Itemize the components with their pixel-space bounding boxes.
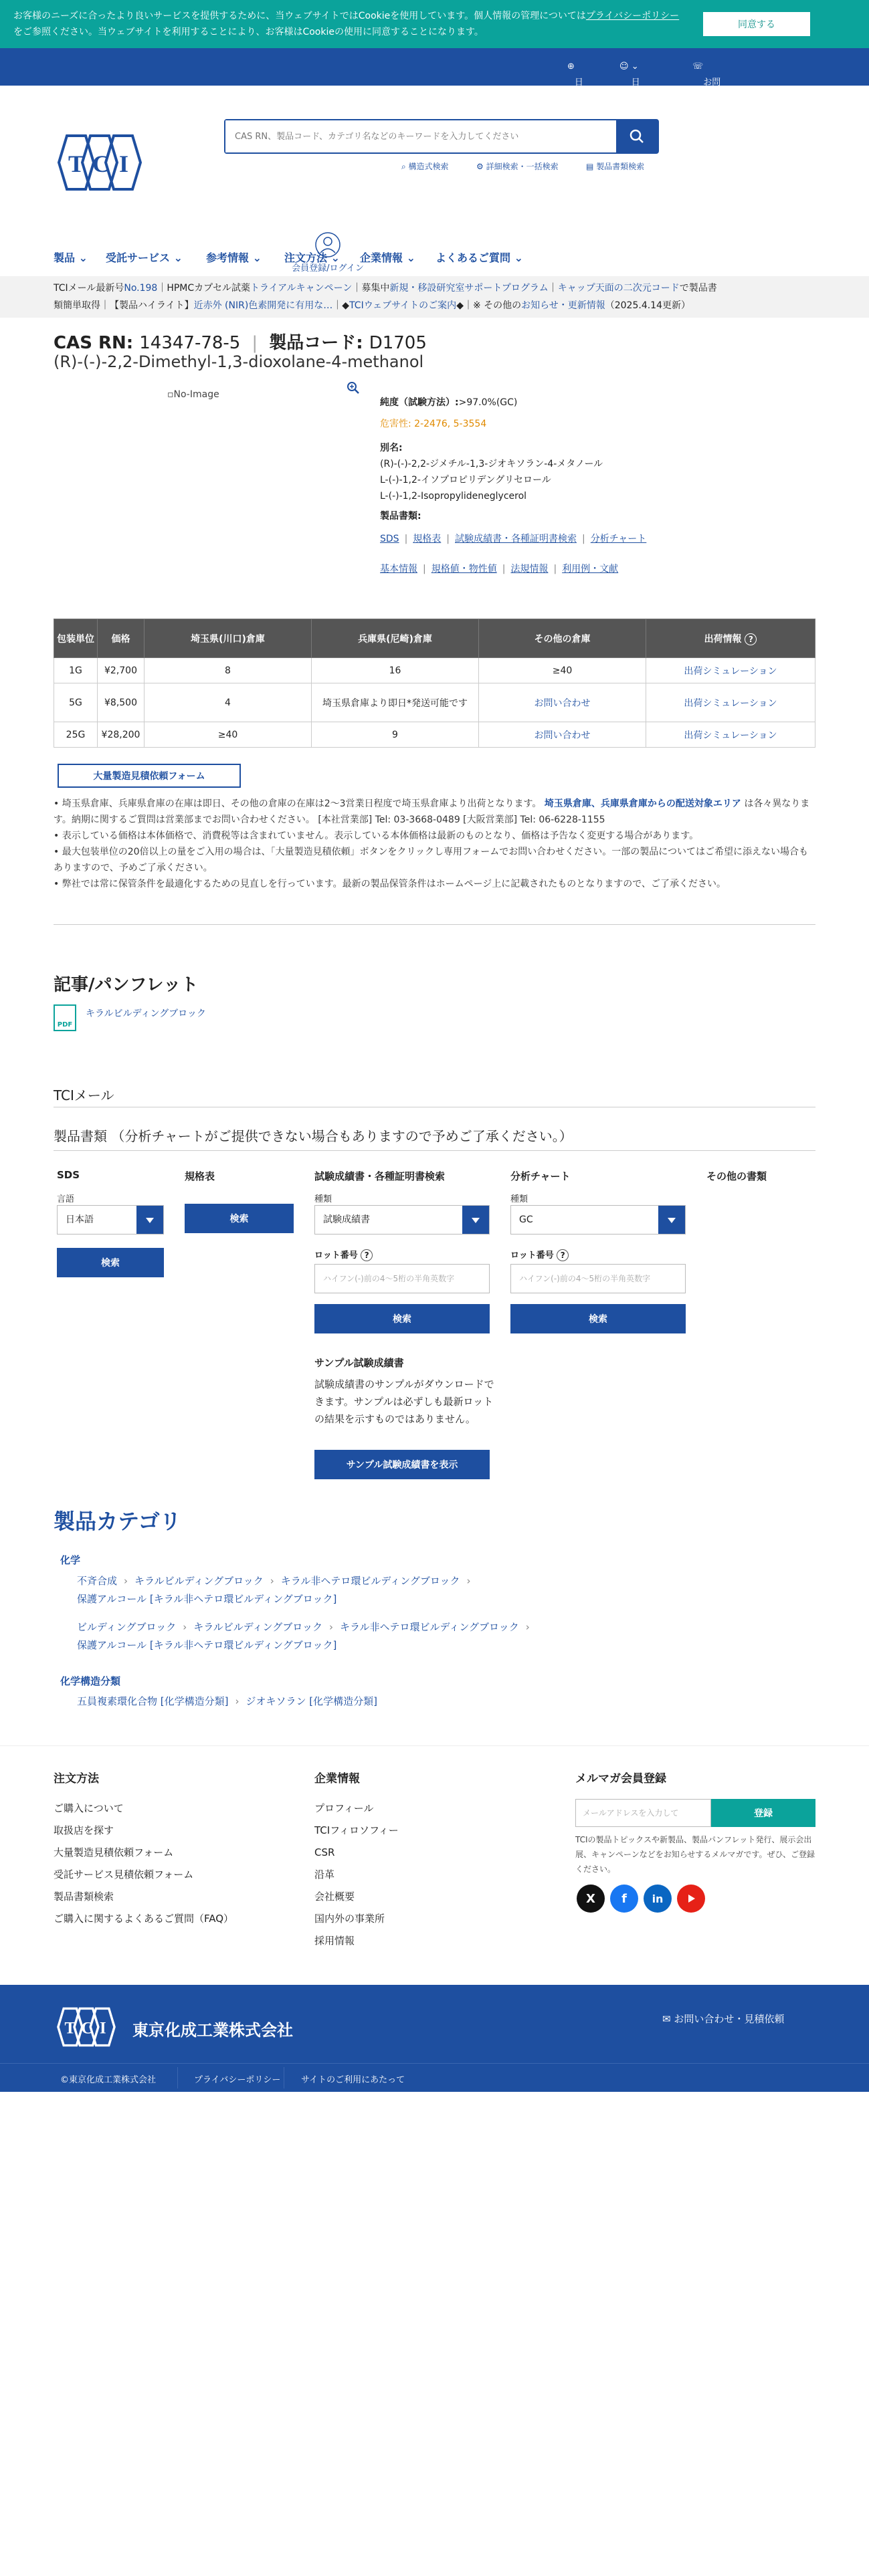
unit-cell: 1G <box>54 658 98 683</box>
help-icon[interactable]: ? <box>557 1249 569 1261</box>
selected-type: 試験成績書 <box>323 1214 370 1225</box>
cas-label: CAS RN: <box>54 333 134 353</box>
footer-link[interactable]: プロフィール <box>314 1802 374 1814</box>
stock-cell: 埼玉県倉庫より即日*発送可能です <box>312 683 479 722</box>
lot-label-text: ロット番号 <box>314 1251 358 1261</box>
col-header-price: 価格 <box>98 619 144 658</box>
news-text: ｜◆ <box>332 300 350 311</box>
search-icon <box>630 129 644 144</box>
language-selector[interactable]: ☺ 日本語 ⌄ <box>619 62 640 113</box>
product-identifiers: CAS RN: 14347-78-5 | 製品コード: D1705 <box>54 333 427 353</box>
coa-search-button[interactable]: 検索 <box>314 1304 490 1333</box>
shipping-header-label: 出荷情報 <box>704 633 742 645</box>
note-text: • 最大包装単位の20倍以上の量をご入用の場合は、「大量製造見積依頼」ボタンをクリックし専用フォームでお問い合わせください。一部の製品についてはご希望に添えない場合もありますので、予めご了承ください。 <box>54 847 808 873</box>
nav-company[interactable]: 企業情報 ⌄ <box>360 251 415 264</box>
stock-table <box>54 619 815 748</box>
nav-label: 注文方法 <box>284 251 328 264</box>
tab-references[interactable]: 利用例・文献 <box>562 564 619 574</box>
contact-link[interactable]: ☏ お問い合わせ・見積依頼 <box>692 62 721 151</box>
product-name: (R)-(-)-2,2-Dimethyl-1,3-dioxolane-4-methanol <box>54 352 424 371</box>
svg-text:C: C <box>92 150 110 177</box>
spec-column <box>185 1169 215 1183</box>
doc-search-heading: 製品書類 （分析チャートがご提供できない場合もありますので予めご了承ください。） <box>54 1128 573 1144</box>
nav-label: よくあるご質問 <box>436 251 511 264</box>
language-label: 日本語 <box>631 78 640 113</box>
pdf-icon-label: PDF <box>57 1021 73 1029</box>
stock-cell: 4 <box>144 683 312 722</box>
col-header-shipping <box>646 619 815 658</box>
footer-link[interactable]: 採用情報 <box>314 1935 355 1947</box>
news-ticker <box>0 276 869 318</box>
nav-label: 製品 <box>54 251 76 264</box>
chevron-down-icon <box>136 1206 163 1234</box>
help-icon[interactable]: ? <box>745 633 757 645</box>
price-cell: ¥28,200 <box>98 722 144 748</box>
bulk-quote-button[interactable]: 大量製造見積依頼フォーム <box>58 764 241 788</box>
alias-item: (R)-(-)-2,2-ジメチル-1,3-ジオキソラン-4-メタノール <box>380 459 603 469</box>
spec-search-button[interactable]: 検索 <box>185 1204 294 1233</box>
zoom-icon[interactable] <box>347 381 360 395</box>
purity-label: 純度（試験方法）: <box>380 397 459 408</box>
category-group-label: 化学 <box>60 1554 81 1566</box>
coa-column <box>314 1169 446 1204</box>
nav-label: 企業情報 <box>360 251 403 264</box>
selected-language: 日本語 <box>66 1214 94 1225</box>
tci-logo-white[interactable] <box>54 2004 120 2050</box>
cookie-text-2: をご参照ください。当ウェブサイトを利用することにより、お客様はCookieの使用に同意することになります。 <box>13 27 484 37</box>
nav-contract-services[interactable]: 受託サービス ⌄ <box>106 251 183 264</box>
footer-bottom-bar <box>0 2063 869 2092</box>
footer-link[interactable]: ご購入について <box>54 1802 124 1814</box>
footer-heading: メルマガ会員登録 <box>575 1772 666 1786</box>
news-text: TCIメール最新号 <box>54 283 124 294</box>
alias-item: L-(-)-1,2-イソプロピリデングリセロール <box>380 475 551 486</box>
youtube-icon[interactable] <box>677 1885 705 1913</box>
lot-label-text: ロット番号 <box>510 1251 554 1261</box>
shipping-simulation-link[interactable]: 出荷シミュレーション <box>646 683 815 722</box>
footer-link[interactable]: 取扱店を探す <box>54 1824 114 1836</box>
news-text: （2025.4.14更新） <box>605 300 690 311</box>
footer-link[interactable]: 受託サービス見積依頼フォーム <box>54 1868 194 1881</box>
svg-text:I: I <box>99 2019 106 2038</box>
coa-lot-input[interactable]: ハイフン(-)前の4～5桁の半角英数字 <box>314 1264 490 1293</box>
sample-heading: サンプル試験成績書 <box>314 1357 404 1369</box>
category-link[interactable]: キラル非ヘテロ環ビルディングブロック <box>339 1621 519 1633</box>
nav-reference[interactable]: 参考情報 ⌄ <box>206 251 262 264</box>
company-name: 東京化成工業株式会社 <box>132 2021 293 2040</box>
sds-column <box>57 1169 80 1204</box>
note-text: • 埼玉県倉庫、兵庫県倉庫の在庫は即日、その他の倉庫の在庫は2〜3営業日程度で埼玉県倉庫より出荷となります。 <box>54 798 542 809</box>
category-link[interactable]: 保護アルコール [キラル非ヘテロ環ビルディングブロック] <box>77 1593 337 1605</box>
table-row <box>54 722 815 748</box>
chevron-down-icon <box>658 1206 685 1234</box>
document-search-link[interactable]: ▤ 製品書類検索 <box>586 162 645 171</box>
product-image: ▫No-Image <box>167 389 219 400</box>
footer-link[interactable]: 大量製造見積依頼フォーム <box>54 1846 174 1858</box>
price-cell: ¥2,700 <box>98 658 144 683</box>
alias-item: L-(-)-1,2-Isopropylideneglycerol <box>380 491 527 502</box>
stock-cell: 16 <box>312 658 479 683</box>
hazard-info: 危害性: 2-2476, 5-3554 <box>380 419 487 429</box>
articles-heading: 記事/パンフレット <box>54 975 199 995</box>
type-label: 種類 <box>510 1194 528 1204</box>
chevron-down-icon <box>462 1206 489 1234</box>
nav-ordering[interactable]: 注文方法 ⌄ <box>284 251 340 264</box>
footer-company-column <box>314 1765 399 1952</box>
linkedin-icon[interactable]: in <box>644 1885 672 1913</box>
table-row <box>54 658 815 683</box>
help-icon[interactable]: ? <box>361 1249 373 1261</box>
unit-cell: 5G <box>54 683 98 722</box>
chart-column <box>510 1169 571 1204</box>
document-search-label: 製品書類検索 <box>596 162 645 171</box>
footer-link[interactable]: 沿革 <box>314 1868 335 1881</box>
search-button[interactable] <box>616 120 658 152</box>
cookie-agree-button[interactable]: 同意する <box>703 12 810 36</box>
coa-search-link[interactable]: 試験成績書・各種証明書検索 <box>455 534 577 544</box>
nav-faq[interactable]: よくあるご質問 ⌄ <box>436 251 523 264</box>
purity-value: >97.0%(GC) <box>458 397 518 408</box>
category-link[interactable]: ジオキソラン [化学構造分類] <box>246 1695 377 1707</box>
news-text: ◆｜※ その他の <box>456 300 522 311</box>
chart-lot-input[interactable]: ハイフン(-)前の4～5桁の半角英数字 <box>510 1264 686 1293</box>
facebook-icon[interactable]: f <box>610 1885 638 1913</box>
privacy-policy-link[interactable]: プライバシーポリシー <box>585 11 680 21</box>
svg-text:I: I <box>119 150 129 177</box>
stock-cell: ≥40 <box>144 722 312 748</box>
newsletter-note: TCIの製品トピックスや新製品、製品パンフレット発行、展示会出展、キャンペーンなどをお知らせするメルマガです。ぜひ、ご登録ください。 <box>575 1835 815 1874</box>
stock-cell: ≥40 <box>479 658 646 683</box>
svg-text:T: T <box>64 2019 76 2038</box>
region-label: 日本 <box>574 78 583 100</box>
delivery-area-link[interactable]: 埼玉県倉庫、兵庫県倉庫からの配送対象エリア <box>544 798 741 809</box>
shipping-simulation-link[interactable]: 出荷シミュレーション <box>646 658 815 683</box>
spec-heading: 規格表 <box>185 1170 215 1182</box>
product-code-label: 製品コード: <box>269 333 363 353</box>
news-text: ｜ <box>548 283 558 294</box>
category-link[interactable]: キラルビルディングブロック <box>193 1621 322 1633</box>
stock-cell: 9 <box>312 722 479 748</box>
sample-text: 試験成績書のサンプルがダウンロードできます。サンプルは必ずしも最新ロットの結果を示すものではありません。 <box>314 1378 494 1425</box>
note-text: は各々異なります。納期に関するご質問は営業部までお問い合わせください。 [本社営業部] Tel: 03-3668-0489 [大阪営業部] Tel: 06-6228-1155 <box>54 798 810 825</box>
category-path: ビルディングブロック › キラルビルディングブロック › キラル非ヘテロ環ビルディングブロック › <box>77 1621 530 1633</box>
category-link[interactable]: 保護アルコール [キラル非ヘテロ環ビルディングブロック] <box>77 1639 337 1651</box>
language-label: 言語 <box>57 1194 75 1204</box>
category-path: 不斉合成 › キラルビルディングブロック › キラル非ヘテロ環ビルディングブロック › <box>77 1575 471 1587</box>
docs-label: 製品書類: <box>380 511 421 522</box>
category-link[interactable]: ビルディングブロック <box>77 1621 177 1633</box>
login-label: 会員登録/ログイン <box>292 263 364 274</box>
other-docs-heading: その他の書類 <box>706 1170 767 1182</box>
sds-search-button[interactable]: 検索 <box>57 1248 164 1277</box>
stock-notes <box>54 796 815 892</box>
coa-type-select[interactable] <box>314 1205 490 1235</box>
category-group-label: 化学構造分類 <box>60 1675 121 1687</box>
chart-lot-label <box>510 1248 569 1261</box>
top-bar <box>0 48 869 151</box>
footer-contact-link[interactable]: ✉ お問い合わせ・見積依頼 <box>662 2013 785 2025</box>
advanced-search-label: 詳細検索・一括検索 <box>486 162 559 171</box>
category-link[interactable]: 不斉合成 <box>77 1575 118 1587</box>
footer-link[interactable]: 国内外の事業所 <box>314 1913 385 1925</box>
news-link[interactable]: 新規・移設研究室サポートプログラム <box>389 283 549 294</box>
spec-sheet-link[interactable]: 規格表 <box>413 534 442 544</box>
col-header-saitama: 埼玉県(川口)倉庫 <box>144 619 312 658</box>
other-docs-column <box>706 1169 767 1183</box>
news-text: ｜募集中 <box>352 283 390 294</box>
sample-coa-button[interactable]: サンプル試験成績書を表示 <box>314 1450 490 1479</box>
pdf-icon <box>54 1004 76 1031</box>
table-row <box>54 683 815 722</box>
sample-coa <box>314 1354 495 1428</box>
newsletter-email-input[interactable]: メールアドレスを入力して <box>575 1799 711 1827</box>
sds-link[interactable]: SDS <box>380 534 399 544</box>
news-text: で製品書 <box>679 283 717 294</box>
structure-search-link[interactable]: ⌕ 構造式検索 <box>401 162 449 171</box>
chart-type-select[interactable] <box>510 1205 686 1235</box>
footer-link[interactable]: 製品書類検索 <box>54 1891 114 1903</box>
note-text: • 弊社では常に保管条件を最適化するための見直しを行っています。最新の製品保管条件はホームページ上に記載されたものとなりますので、ご了承ください。 <box>54 879 727 889</box>
type-label: 種類 <box>314 1194 332 1204</box>
footer-link[interactable]: 会社概要 <box>314 1891 355 1903</box>
shipping-simulation-link[interactable]: 出荷シミュレーション <box>646 722 815 748</box>
coa-heading: 試験成績書・各種証明書検索 <box>314 1170 446 1182</box>
svg-text:C: C <box>81 2019 94 2038</box>
search-box <box>224 119 659 154</box>
footer-contact-label: お問い合わせ・見積依頼 <box>674 2013 785 2025</box>
product-code-value: D1705 <box>369 333 427 353</box>
categories-heading: 製品カテゴリ <box>54 1509 181 1534</box>
footer-heading: 企業情報 <box>314 1772 360 1786</box>
nav-products[interactable]: 製品 ⌄ <box>54 251 88 264</box>
contact-label: お問い合わせ・見積依頼 <box>703 78 721 151</box>
inquiry-link[interactable]: お問い合わせ <box>479 683 646 722</box>
newsletter-register-button[interactable]: 登録 <box>711 1799 815 1827</box>
tab-basic-info[interactable]: 基本情報 <box>380 564 417 574</box>
cookie-text: お客様のニーズに合ったより良いサービスを提供するために、当ウェブサイトではCookieを使用しています。個人情報の管理については <box>13 11 586 21</box>
col-header-other: その他の倉庫 <box>479 619 646 658</box>
news-text: 類簡単取得｜【製品ハイライト】 <box>54 300 194 311</box>
cas-value: 14347-78-5 <box>139 333 241 353</box>
sds-heading: SDS <box>57 1169 80 1181</box>
news-link[interactable]: お知らせ・更新情報 <box>521 300 605 311</box>
col-header-unit: 包装単位 <box>54 619 98 658</box>
advanced-search-link[interactable]: ⚙ 詳細検索・一括検索 <box>476 162 559 171</box>
news-link[interactable]: キャップ天面の二次元コード <box>557 283 680 294</box>
divider <box>54 924 815 925</box>
stock-cell: 8 <box>144 658 312 683</box>
chart-search-button[interactable]: 検索 <box>510 1304 686 1333</box>
inquiry-link[interactable]: お問い合わせ <box>479 722 646 748</box>
no-image-text: No-Image <box>173 389 219 400</box>
footer-link[interactable]: CSR <box>314 1846 335 1858</box>
news-link[interactable]: No.198 <box>124 283 158 294</box>
divider <box>54 1150 815 1151</box>
category-path: 五員複素環化合物 [化学構造分類] › ジオキソラン [化学構造分類] <box>77 1695 377 1707</box>
product-info <box>380 395 603 524</box>
nav-label: 受託サービス <box>106 251 171 264</box>
tab-regulations[interactable]: 法規情報 <box>510 564 549 574</box>
price-cell: ¥8,500 <box>98 683 144 722</box>
sds-language-select[interactable] <box>57 1205 164 1235</box>
chart-heading: 分析チャート <box>510 1170 571 1182</box>
footer-heading: 注文方法 <box>54 1772 99 1786</box>
brochure-link[interactable]: キラルビルディングブロック <box>86 1008 206 1019</box>
tci-logo[interactable] <box>52 130 149 195</box>
footer-order-column <box>54 1765 233 1930</box>
structure-search-label: 構造式検索 <box>408 162 449 171</box>
table-header-row <box>54 619 815 658</box>
privacy-link[interactable]: プライバシーポリシー <box>194 2075 281 2085</box>
alias-label: 別名: <box>380 443 403 453</box>
search-input[interactable] <box>225 120 616 152</box>
category-link[interactable]: キラルビルディングブロック <box>134 1575 264 1587</box>
footer-newsletter-column <box>575 1765 666 1792</box>
footer-link[interactable]: TCIフィロソフィー <box>314 1824 399 1836</box>
product-tab-links: 基本情報 | 規格値・物性値 | 法規情報 | 利用例・文献 <box>380 564 619 574</box>
category-link[interactable]: 五員複素環化合物 [化学構造分類] <box>77 1695 229 1707</box>
product-doc-links: SDS | 規格表 | 試験成績書・各種証明書検索 | 分析チャート <box>380 534 647 544</box>
category-link[interactable]: キラル非ヘテロ環ビルディングブロック <box>280 1575 460 1587</box>
tab-properties[interactable]: 規格値・物性値 <box>431 564 497 574</box>
news-text: ｜HPMCカプセル試薬 <box>157 283 251 294</box>
selected-type: GC <box>519 1214 533 1225</box>
analysis-chart-link[interactable]: 分析チャート <box>590 534 647 544</box>
news-link[interactable]: 近赤外 (NIR)色素開発に有用な… <box>193 300 333 311</box>
svg-text:T: T <box>68 150 85 177</box>
note-text: • 表示している価格は本体価格で、消費税等は含まれていません。表示している本体価格は最新のものとなり、価格は予告なく変更する場合があります。 <box>54 831 699 841</box>
terms-link[interactable]: サイトのご利用にあたって <box>301 2075 405 2085</box>
nav-label: 参考情報 <box>206 251 250 264</box>
news-link[interactable]: TCIウェブサイトのご案内 <box>349 300 457 311</box>
copyright: ©東京化成工業株式会社 <box>60 2075 157 2085</box>
divider <box>177 2067 178 2088</box>
unit-cell: 25G <box>54 722 98 748</box>
coa-lot-label <box>314 1248 373 1261</box>
footer-link[interactable]: ご購入に関するよくあるご質問（FAQ） <box>54 1913 234 1925</box>
tci-mail-heading: TCIメール <box>54 1087 114 1103</box>
col-header-hyogo: 兵庫県(尼崎)倉庫 <box>312 619 479 658</box>
x-twitter-icon[interactable]: X <box>577 1885 605 1913</box>
news-link[interactable]: トライアルキャンペーン <box>250 283 353 294</box>
cookie-banner <box>0 0 869 48</box>
region-selector[interactable]: ⊕ 日本 <box>567 62 583 100</box>
